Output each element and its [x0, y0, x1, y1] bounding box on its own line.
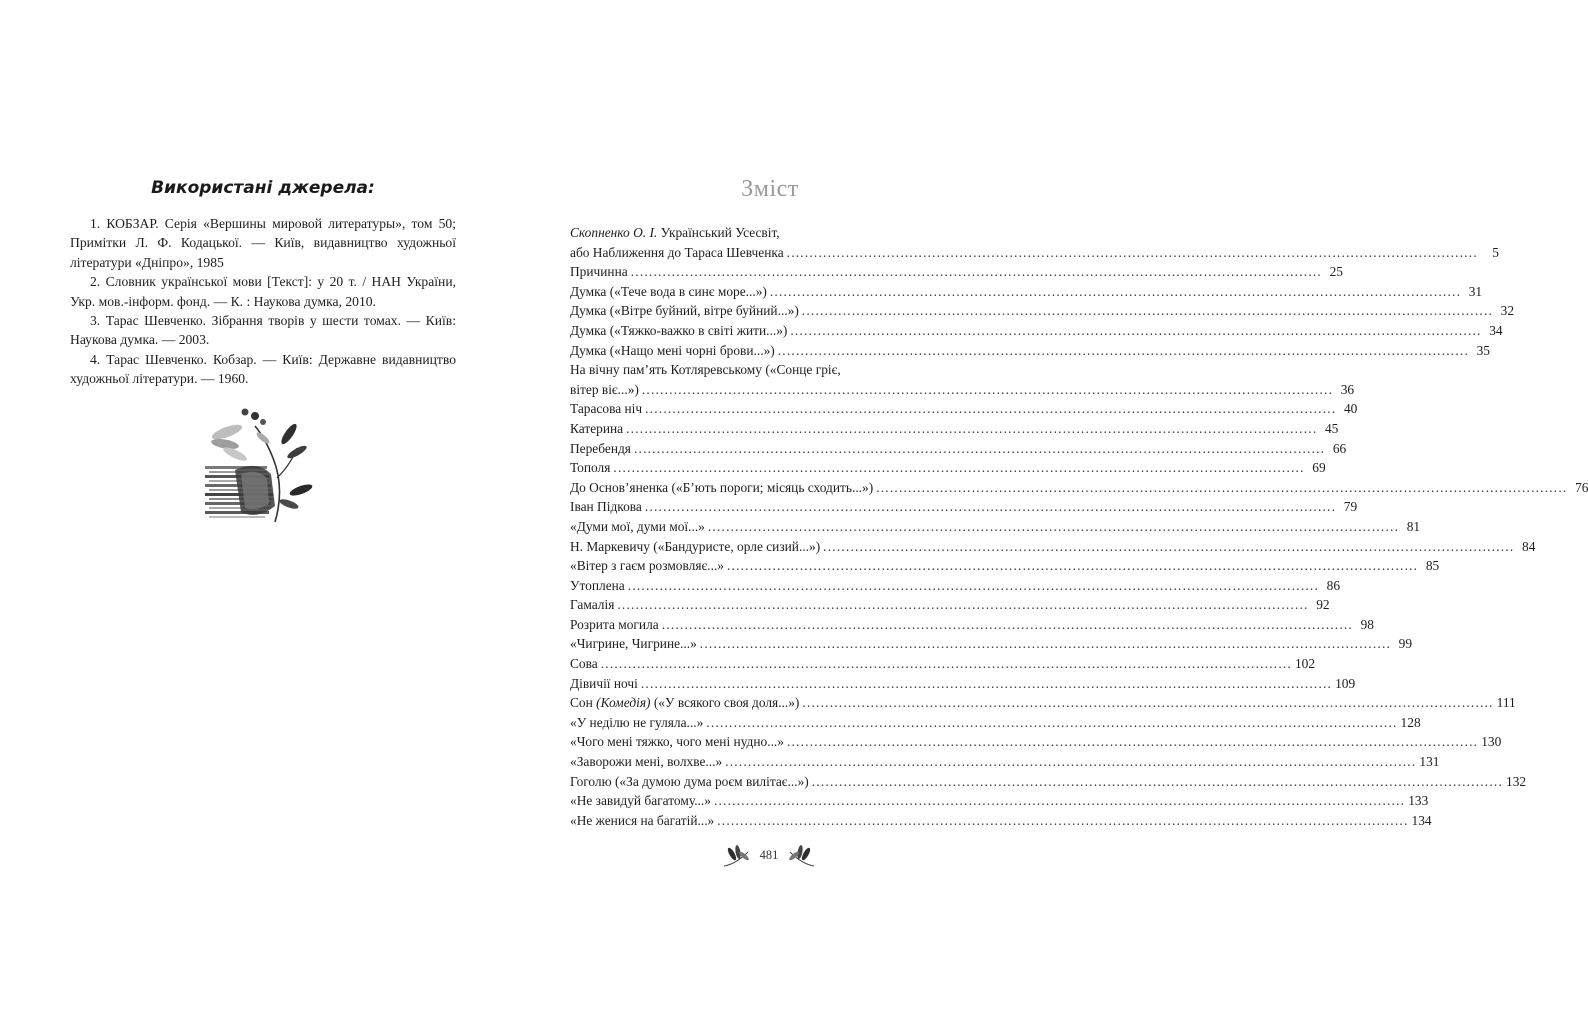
toc-title: «Заворожи мені, волхве...»	[570, 754, 723, 770]
toc-title-line: Український Усесвіт,	[660, 225, 780, 240]
toc-page-number: 85	[1425, 558, 1440, 574]
toc-entry[interactable]: Думка («Вітре буйний, вітре буйний...») ........................................................................................................................................................ 32	[570, 301, 948, 321]
sources-list	[70, 214, 456, 389]
toc-entry[interactable]: Причинна ........................................................................................................................................................ 25	[570, 262, 948, 282]
toc-title-line: На вічну пам’ять Котляревському («Сонце гріє,	[570, 362, 841, 378]
source-item: 2. Словник української мови [Текст]: у 20 т. / НАН України, Укр. мов.-інформ. фонд. — К. : Наукова думка, 2010.	[70, 274, 456, 309]
toc-page-number: 134	[1411, 812, 1432, 828]
toc-page-number: 133	[1408, 793, 1429, 809]
toc-page-number: 40	[1343, 401, 1358, 417]
toc-page-number: 32	[1500, 303, 1515, 319]
toc-entry[interactable]: Н. Маркевичу («Бандуристе, орле сизий...») ........................................................................................................................................................ 84	[570, 537, 948, 557]
toc-entry[interactable]: «Не завидуй багатому...» ........................................................................................................................................................ 133	[570, 791, 948, 811]
toc-entry[interactable]: «Чигрине, Чигрине...» ........................................................................................................................................................ 99	[570, 634, 948, 654]
toc-entry[interactable]: «Думи мої, думи мої...» ........................................................................................................................................................ 81	[570, 517, 948, 537]
toc-entry[interactable]: «Чого мені тяжко, чого мені нудно...» ........................................................................................................................................................ 130	[570, 732, 948, 752]
toc-page-number: 25	[1329, 264, 1343, 280]
toc-page-number: 131	[1419, 754, 1440, 770]
toc-title: «Не завидуй багатому...»	[570, 793, 711, 809]
toc-entry[interactable]: Тарасова ніч ........................................................................................................................................................ 40	[570, 399, 948, 419]
toc-title: Причинна	[570, 264, 628, 280]
toc-title: «Не женися на багатій...»	[570, 812, 715, 828]
toc-title: Катерина	[570, 420, 624, 436]
toc-title: Думка («Вітре буйний, вітре буйний...»)	[570, 303, 799, 319]
toc-entry[interactable]: «Не женися на багатій...» ........................................................................................................................................................ 134	[570, 811, 948, 831]
toc-entry[interactable]: Гоголю («За думою дума роєм вилітає...») ........................................................................................................................................................ 132	[570, 772, 948, 792]
toc-entry[interactable]: Перебендя ........................................................................................................................................................ 66	[570, 439, 948, 459]
toc-title: Іван Підкова	[570, 499, 642, 515]
toc-title: Розрита могила	[570, 616, 659, 632]
toc-entry[interactable]: Сон (Комедія) («У всякого своя доля...») ........................................................................................................................................................ 111	[570, 693, 948, 713]
toc-title: Дівичії ночі	[570, 675, 638, 691]
toc-page-number: 102	[1294, 656, 1316, 672]
page-number: 481	[759, 847, 779, 862]
toc-title: Перебендя	[570, 440, 631, 456]
left-page	[0, 0, 512, 1024]
flower-branch-illustration	[205, 408, 317, 524]
toc-title: Думка («Тяжко-важко в світі жити...»)	[570, 322, 788, 338]
toc-entry[interactable]: Розрита могила ........................................................................................................................................................ 98	[570, 615, 948, 635]
source-item: 4. Тарас Шевченко. Кобзар. — Київ: Державне видавництво художньої літератури. — 1960.	[70, 351, 456, 387]
toc-entry[interactable]: «Вітер з гаєм розмовляє...» ........................................................................................................................................................ 85	[570, 556, 948, 576]
toc-title: Думка («Тече вода в синє море...»)	[570, 283, 767, 299]
toc-title: Сова	[570, 656, 598, 672]
toc-entry[interactable]: «У неділю не гуляла...» ........................................................................................................................................................ 128	[570, 713, 948, 733]
toc-entry[interactable]: Утоплена ........................................................................................................................................................ 86	[570, 576, 948, 596]
toc-title: Н. Маркевичу («Бандуристе, орле сизий...»)	[570, 538, 821, 554]
table-of-contents	[570, 223, 1588, 830]
toc-title: До Основ’яненка («Б’ють пороги; місяць сходить...»)	[570, 479, 874, 495]
toc-title: «Чигрине, Чигрине...»	[570, 636, 697, 652]
toc-title: Думка («Нащо мені чорні брови...»)	[570, 342, 775, 358]
toc-page-number: 36	[1340, 381, 1355, 397]
leaf-sprig-right-icon	[786, 842, 816, 868]
toc-entry-intro[interactable]: Скопненко О. І. Український Усесвіт, або Наближення до Тараса Шевченка ........................................................................................................................................................ 5	[570, 223, 948, 262]
toc-page-number: 45	[1324, 420, 1339, 436]
toc-page-number: 128	[1400, 714, 1421, 730]
toc-title: Тополя	[570, 460, 611, 476]
toc-heading: Зміст	[741, 176, 799, 202]
toc-title: «У неділю не гуляла...»	[570, 714, 704, 730]
leaf-sprig-left-icon	[722, 842, 752, 868]
toc-page-number: 5	[1492, 244, 1499, 260]
toc-title: Гоголю («За думою дума роєм вилітає...»)	[570, 773, 809, 789]
toc-page-number: 86	[1326, 577, 1341, 593]
toc-page-number: 92	[1316, 597, 1330, 613]
toc-entry[interactable]: Катерина ........................................................................................................................................................ 45	[570, 419, 948, 439]
sources-heading: Використані джерела:	[151, 178, 375, 198]
toc-page-number: 98	[1360, 616, 1374, 632]
toc-title: або Наближення до Тараса Шевченка	[570, 244, 784, 260]
toc-title: «Думи мої, думи мої...»	[570, 518, 705, 534]
toc-page-number: 84	[1522, 538, 1536, 554]
toc-page-number: 132	[1506, 773, 1527, 789]
toc-entry[interactable]: Іван Підкова ........................................................................................................................................................ 79	[570, 497, 948, 517]
toc-title: Сон (Комедія) («У всякого своя доля...»)	[570, 695, 800, 711]
toc-entry[interactable]: До Основ’яненка («Б’ють пороги; місяць сходить...») ........................................................................................................................................................ 76	[570, 478, 948, 498]
toc-page-number: 66	[1332, 440, 1347, 456]
toc-page-number: 79	[1343, 499, 1358, 515]
toc-title: вітер віє...»)	[570, 381, 639, 397]
toc-entry[interactable]: На вічну пам’ять Котляревському («Сонце гріє, вітер віє...») ........................................................................................................................................................ 36	[570, 360, 948, 399]
page-footer	[722, 840, 816, 870]
toc-page-number: 35	[1476, 342, 1490, 358]
toc-page-number: 31	[1468, 283, 1483, 299]
toc-page-number: 111	[1496, 695, 1516, 711]
source-item: 3. Тарас Шевченко. Зібрання творів у шести томах. — Київ: Наукова думка. — 2003.	[70, 313, 456, 348]
toc-entry[interactable]: Тополя ........................................................................................................................................................ 69	[570, 458, 948, 478]
toc-entry[interactable]: Думка («Тяжко-важко в світі жити...») ........................................................................................................................................................ 34	[570, 321, 948, 341]
toc-entry[interactable]: «Заворожи мені, волхве...» ........................................................................................................................................................ 131	[570, 752, 948, 772]
source-item: 1. КОБЗАР. Серія «Вершины мировой литературы», том 50; Примітки Л. Ф. Кодацької. — Київ, видавництво художньої літератури «Дніпро», 1985	[70, 216, 456, 270]
toc-entry[interactable]: Дівичії ночі ........................................................................................................................................................ 109	[570, 674, 948, 694]
toc-title: Тарасова ніч	[570, 401, 643, 417]
toc-page-number: 99	[1398, 636, 1413, 652]
toc-entry[interactable]: Сова ........................................................................................................................................................ 102	[570, 654, 948, 674]
toc-title: Утоплена	[570, 577, 625, 593]
toc-page-number: 109	[1335, 675, 1356, 691]
toc-page-number: 69	[1312, 460, 1326, 476]
toc-page-number: 34	[1489, 322, 1503, 338]
toc-entry[interactable]: Думка («Нащо мені чорні брови...») ........................................................................................................................................................ 35	[570, 341, 948, 361]
toc-page-number: 130	[1481, 734, 1502, 750]
toc-title: Гамалія	[570, 597, 615, 613]
toc-title: «Вітер з гаєм розмовляє...»	[570, 558, 724, 574]
toc-page-number: 76	[1575, 479, 1588, 495]
toc-entry[interactable]: Гамалія ........................................................................................................................................................ 92	[570, 595, 948, 615]
toc-entry[interactable]: Думка («Тече вода в синє море...») ........................................................................................................................................................ 31	[570, 282, 948, 302]
toc-author: Скопненко О. І.	[570, 225, 658, 240]
toc-title: «Чого мені тяжко, чого мені нудно...»	[570, 734, 784, 750]
toc-page-number: 81	[1406, 518, 1421, 534]
